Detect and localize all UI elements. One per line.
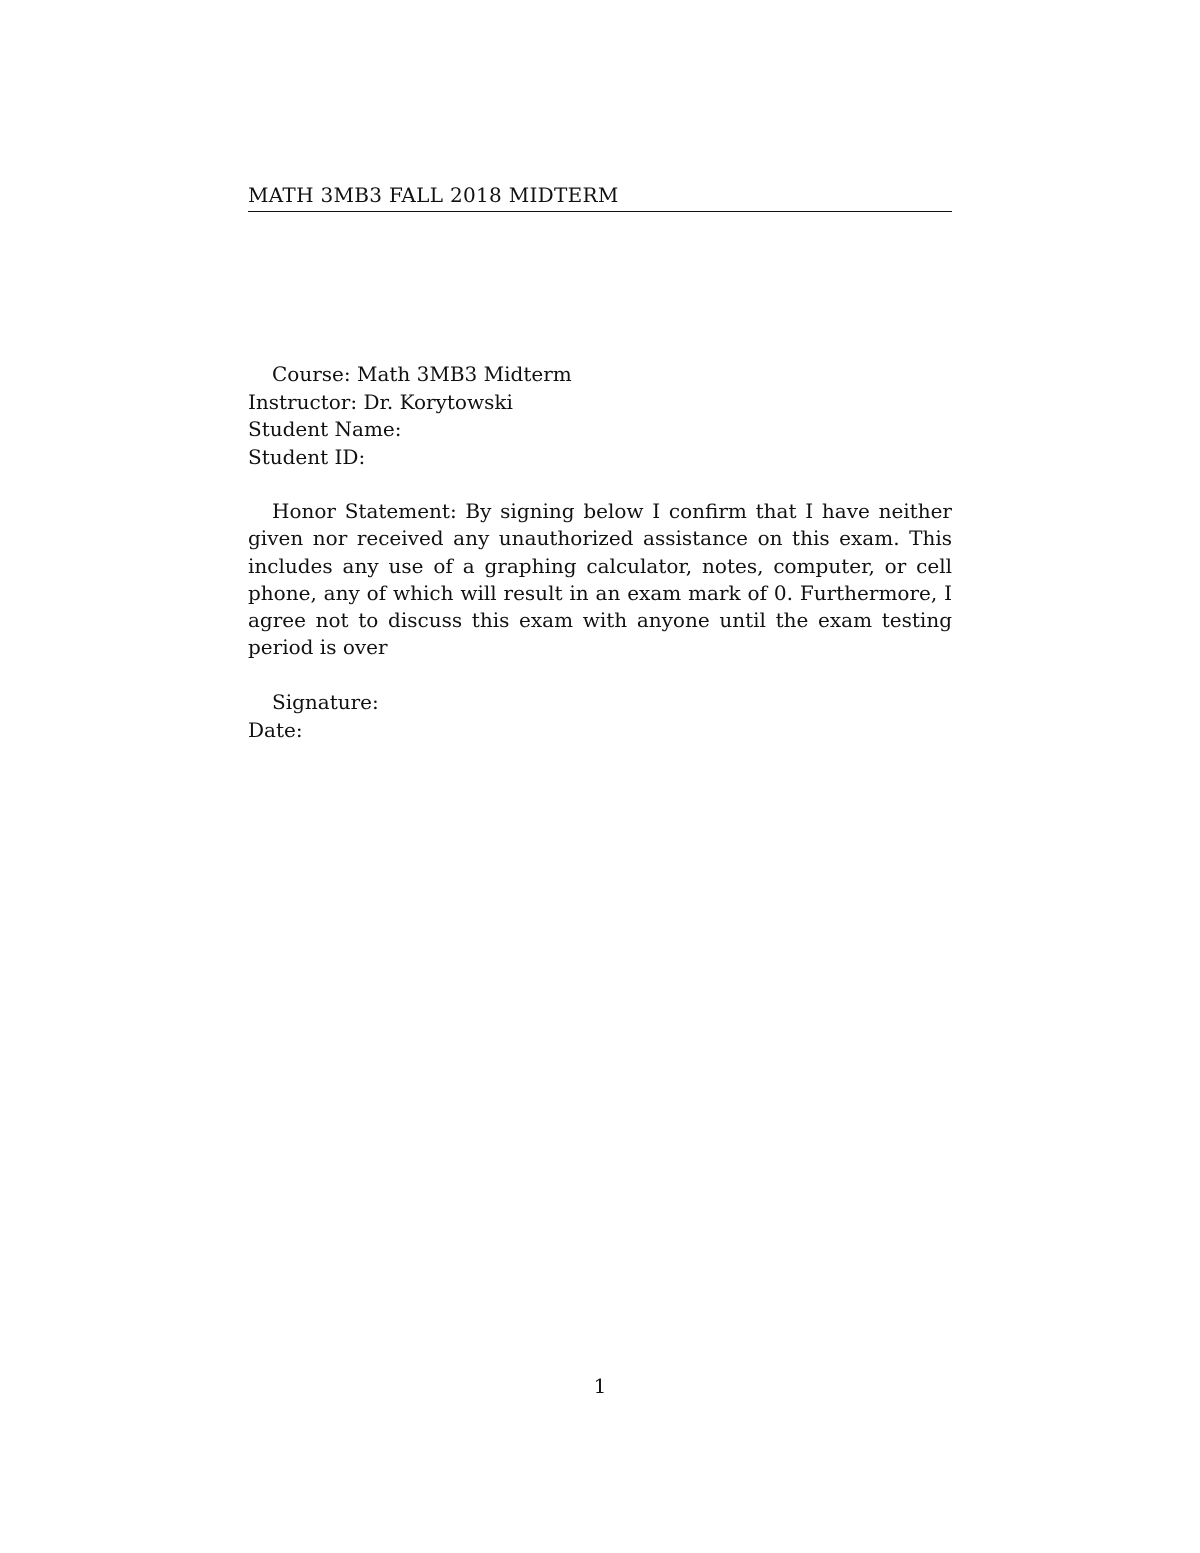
student-id-line: Student ID: <box>248 444 366 469</box>
instructor-line: Instructor: Dr. Korytowski <box>248 389 513 414</box>
student-name-line: Student Name: <box>248 417 402 441</box>
date-line: Date: <box>248 717 303 742</box>
page-number: 1 <box>593 1374 607 1398</box>
running-header: MATH 3MB3 FALL 2018 MIDTERM <box>248 183 619 207</box>
signature-block <box>248 689 952 744</box>
exam-info-block <box>248 361 952 471</box>
honor-statement: Honor Statement: By signing below I confirm that I have neither given nor received any unauthorized assistance on this exam. This includes any use of a graphing calculator, notes, computer, or cell phone, any of which will result in an exam mark of 0. Furthermore, I agree not to discuss this exam with anyone until the exam testing period is over <box>248 499 952 660</box>
header-rule <box>248 211 952 212</box>
signature-line: Signature: <box>272 690 379 714</box>
course-line: Course: Math 3MB3 Midterm <box>272 362 572 386</box>
